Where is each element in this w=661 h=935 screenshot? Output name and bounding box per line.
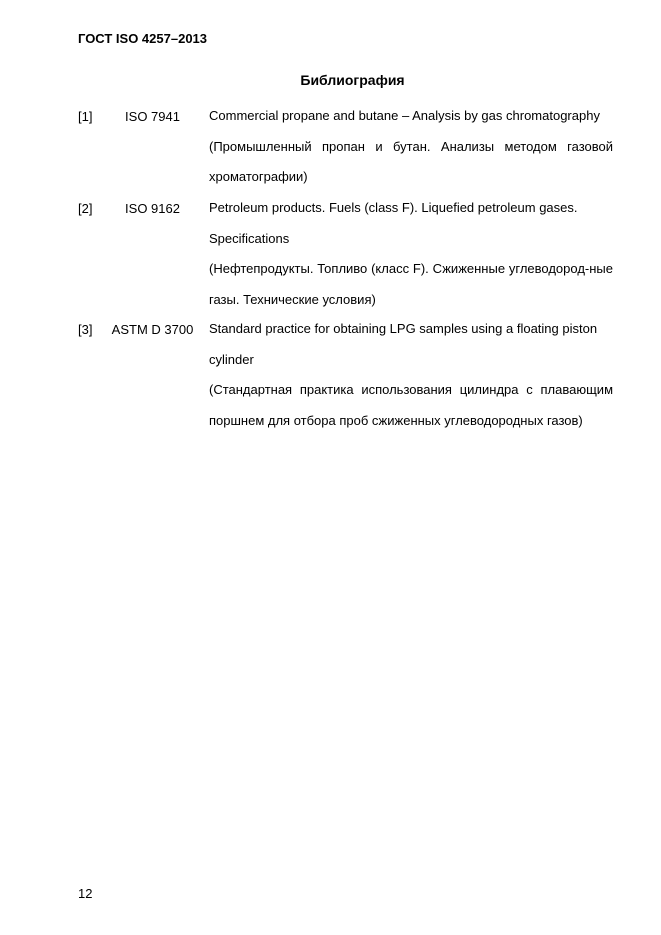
reference-number: [3] (78, 322, 93, 337)
reference-body (209, 314, 613, 436)
page-number: 12 (78, 886, 93, 901)
reference-title-en: Standard practice for obtaining LPG samples using a floating piston cylinder (209, 321, 598, 367)
reference-body (209, 101, 613, 193)
reference-title-en: Petroleum products. Fuels (class F). Liquefied petroleum gases. Specifications (209, 200, 578, 246)
page-title: Библиография (300, 72, 405, 88)
reference-title-ru: (Стандартная практика использования цилиндра с плавающим поршнем для отбора проб сжиженных углеводородных газов) (209, 382, 613, 428)
reference-code: ISO 9162 (125, 201, 180, 216)
reference-title-en: Commercial propane and butane – Analysis by gas chromatography (209, 108, 600, 123)
reference-number: [1] (78, 109, 93, 124)
reference-title-ru: (Промышленный пропан и бутан. Анализы методом газовой хроматографии) (209, 138, 613, 184)
reference-code: ISO 7941 (125, 109, 180, 124)
reference-title-ru: (Нефтепродукты. Топливо (класс F). Сжиженные углеводород-ные газы. Технические условия) (209, 261, 613, 307)
reference-code: ASTM D 3700 (111, 322, 194, 337)
reference-number: [2] (78, 201, 93, 216)
document-header: ГОСТ ISO 4257–2013 (78, 31, 208, 46)
reference-body (209, 193, 613, 315)
